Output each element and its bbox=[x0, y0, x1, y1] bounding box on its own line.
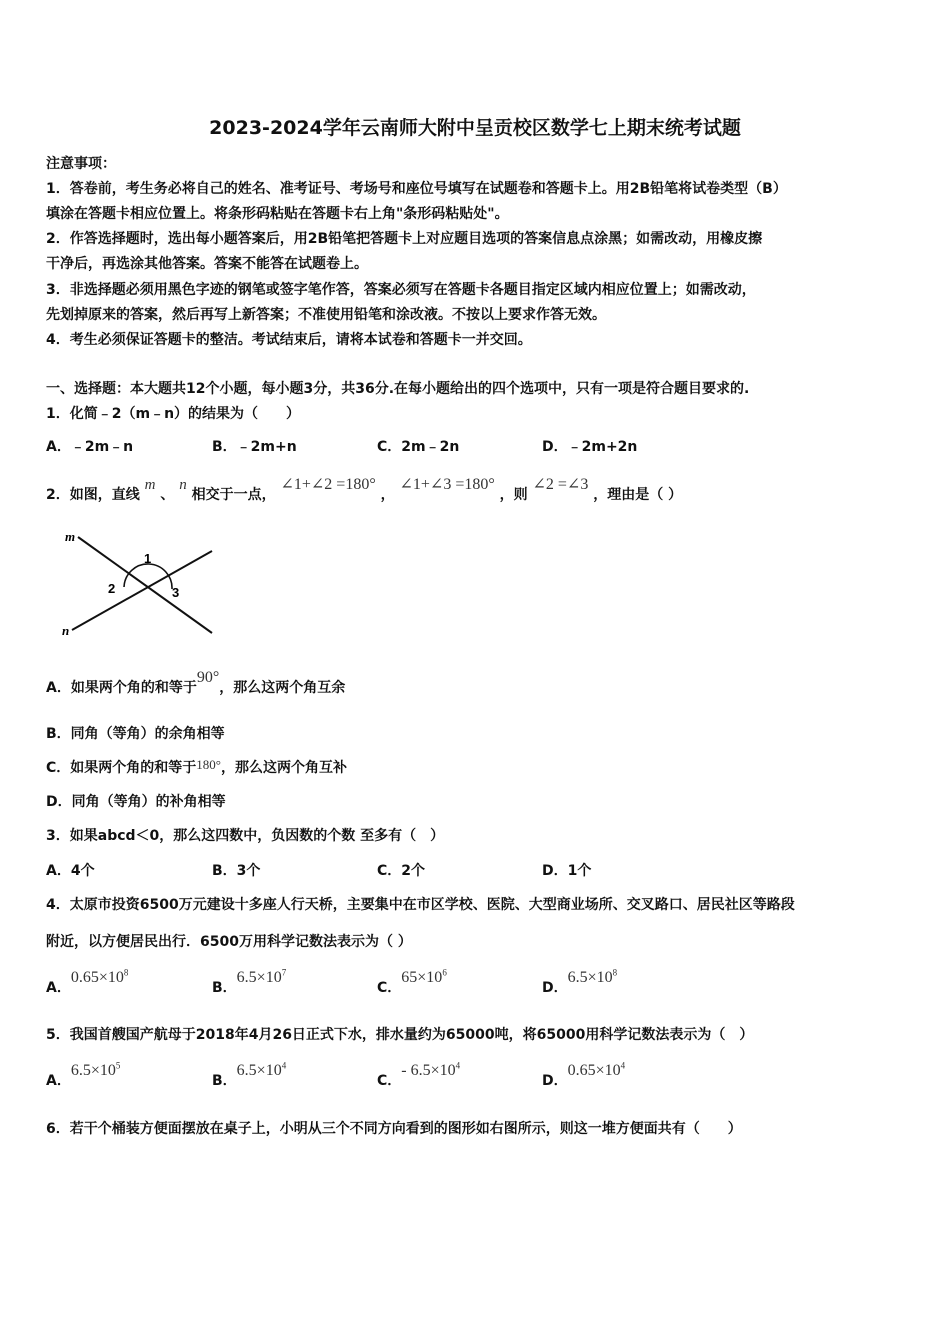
q4-option-a[interactable] bbox=[46, 967, 129, 997]
q1-stem: 1．化简﹣2（m﹣n）的结果为（ ） bbox=[46, 406, 301, 422]
q4-option-d-label: D． bbox=[542, 980, 568, 996]
q4-stem-2: 附近，以方便居民出行．6500万用科学记数法表示为（ ） bbox=[46, 934, 412, 950]
q2-option-d[interactable]: D．同角（等角）的补角相等 bbox=[46, 794, 226, 810]
q5-option-a-label: A． bbox=[46, 1073, 71, 1089]
figure-label-angle-3: 3 bbox=[172, 585, 180, 600]
q4-option-a-value: $0.65\times 10^8$ bbox=[70, 967, 129, 986]
q2-stem-b: 相交于一点， bbox=[191, 487, 276, 503]
q2-stem-d: ，理由是（ ） bbox=[593, 487, 683, 503]
q2-option-c-math: 180° bbox=[196, 757, 221, 772]
q3-stem: 3．如果abcd＜0，那么这四数中，负因数的个数 至多有（ ） bbox=[46, 828, 445, 844]
q2-option-c-text2: ，那么这两个角互补 bbox=[220, 760, 347, 776]
q5-option-a-value: $6.5\times 10^5$ bbox=[70, 1060, 121, 1079]
q1-option-d[interactable]: D．﹣2m+2n bbox=[542, 439, 638, 455]
q4-option-b-label: B． bbox=[212, 980, 237, 996]
q5-option-d[interactable] bbox=[542, 1060, 626, 1090]
q4-option-c-value: $65\times 10^6$ bbox=[401, 967, 447, 986]
q2-comma: ， bbox=[380, 487, 395, 503]
notice-line-2: 填涂在答题卡相应位置上。将条形码粘贴在答题卡右上角"条形码粘贴处"。 bbox=[46, 206, 509, 222]
q4-option-b[interactable] bbox=[212, 967, 287, 997]
exam-title: 2023-2024学年云南师大附中呈贡校区数学七上期末统考试题 bbox=[209, 117, 741, 139]
notice-heading: 注意事项： bbox=[46, 156, 116, 172]
q2-sep: 、 bbox=[160, 487, 175, 503]
q5-option-b-label: B． bbox=[212, 1073, 237, 1089]
q4-option-c-label: C． bbox=[377, 980, 402, 996]
q3-option-b[interactable]: B．3个 bbox=[212, 863, 261, 879]
section-heading: 一、选择题：本大题共12个小题，每小题3分，共36分.在每小题给出的四个选项中，只有一项是符合题目要求的. bbox=[46, 381, 750, 397]
notice-line-6: 先划掉原来的答案，然后再写上新答案；不准使用铅笔和涂改液。不按以上要求作答无效。 bbox=[46, 307, 606, 323]
q3-option-d[interactable]: D．1个 bbox=[542, 863, 592, 879]
q2-stem bbox=[46, 476, 683, 504]
q5-option-c-label: C． bbox=[377, 1073, 402, 1089]
notice-line-1: 1．答卷前，考生务必将自己的姓名、准考证号、考场号和座位号填写在试题卷和答题卡上。用2B铅笔将试卷类型（B） bbox=[46, 181, 787, 197]
q4-stem-1: 4．太原市投资6500万元建设十多座人行天桥，主要集中在市区学校、医院、大型商业场所、交叉路口、居民社区等路段 bbox=[46, 897, 795, 913]
intersecting-lines-figure bbox=[62, 527, 222, 642]
q3-option-c[interactable]: C．2个 bbox=[377, 863, 426, 879]
figure-label-n: n bbox=[62, 623, 70, 638]
q2-option-b[interactable]: B．同角（等角）的余角相等 bbox=[46, 726, 225, 742]
figure-label-m: m bbox=[65, 529, 76, 544]
q2-option-a[interactable] bbox=[46, 669, 346, 697]
q3-option-a[interactable]: A．4个 bbox=[46, 863, 95, 879]
q2-option-a-math: 90° bbox=[196, 669, 220, 686]
q2-stem-a: 2．如图，直线 bbox=[46, 487, 140, 503]
q5-option-d-label: D． bbox=[542, 1073, 568, 1089]
q5-option-b[interactable] bbox=[212, 1060, 287, 1090]
q4-option-d-value: $6.5\times 10^8$ bbox=[567, 967, 618, 986]
q5-stem: 5．我国首艘国产航母于2018年4月26日正式下水，排水量约为65000吨，将65000用科学记数法表示为（ ） bbox=[46, 1027, 754, 1043]
q2-option-a-text2: ，那么这两个角互余 bbox=[219, 680, 346, 696]
q2-stem-c: ，则 bbox=[499, 487, 528, 503]
q5-option-b-value: $6.5\times 10^4$ bbox=[236, 1060, 287, 1079]
notice-line-3: 2．作答选择题时，选出每小题答案后，用2B铅笔把答题卡上对应题目选项的答案信息点涂黑；如需改动，用橡皮擦 bbox=[46, 231, 763, 247]
line-n-label: n bbox=[179, 477, 187, 493]
q5-option-a[interactable] bbox=[46, 1060, 121, 1090]
q1-option-c[interactable]: C．2m﹣2n bbox=[377, 439, 460, 455]
q2-equation-2: ∠1+∠3 =180° bbox=[399, 476, 495, 493]
q4-option-b-value: $6.5\times 10^7$ bbox=[236, 967, 287, 986]
q2-equation-1: ∠1+∠2 =180° bbox=[280, 476, 376, 493]
figure-label-angle-1: 1 bbox=[144, 551, 152, 566]
q4-option-a-label: A． bbox=[46, 980, 71, 996]
q5-option-c-value: - $6.5\times 10^4$ bbox=[401, 1060, 461, 1079]
notice-line-4: 干净后，再选涂其他答案。答案不能答在试题卷上。 bbox=[46, 256, 368, 272]
line-m-label: m bbox=[144, 477, 156, 493]
q5-option-d-value: $0.65\times 10^4$ bbox=[567, 1060, 626, 1079]
q2-option-c[interactable] bbox=[46, 757, 347, 777]
q4-option-d[interactable] bbox=[542, 967, 618, 997]
notice-line-5: 3．非选择题必须用黑色字迹的钢笔或签字笔作答，答案必须写在答题卡各题目指定区域内相应位置上；如需改动， bbox=[46, 282, 756, 298]
q5-option-c[interactable] bbox=[377, 1060, 461, 1090]
q6-stem: 6．若干个桶装方便面摆放在桌子上，小明从三个不同方向看到的图形如右图所示，则这一堆方便面共有（ ） bbox=[46, 1121, 742, 1137]
q2-option-c-text: C．如果两个角的和等于 bbox=[46, 760, 197, 776]
q4-option-c[interactable] bbox=[377, 967, 447, 997]
q1-option-b[interactable]: B．﹣2m+n bbox=[212, 439, 297, 455]
q2-option-a-text: A．如果两个角的和等于 bbox=[46, 680, 197, 696]
figure-label-angle-2: 2 bbox=[108, 581, 116, 596]
q1-option-a[interactable]: A．﹣2m﹣n bbox=[46, 439, 134, 455]
notice-line-7: 4．考生必须保证答题卡的整洁。考试结束后，请将本试卷和答题卡一并交回。 bbox=[46, 332, 532, 348]
q2-equation-3: ∠2 =∠3 bbox=[532, 476, 589, 493]
